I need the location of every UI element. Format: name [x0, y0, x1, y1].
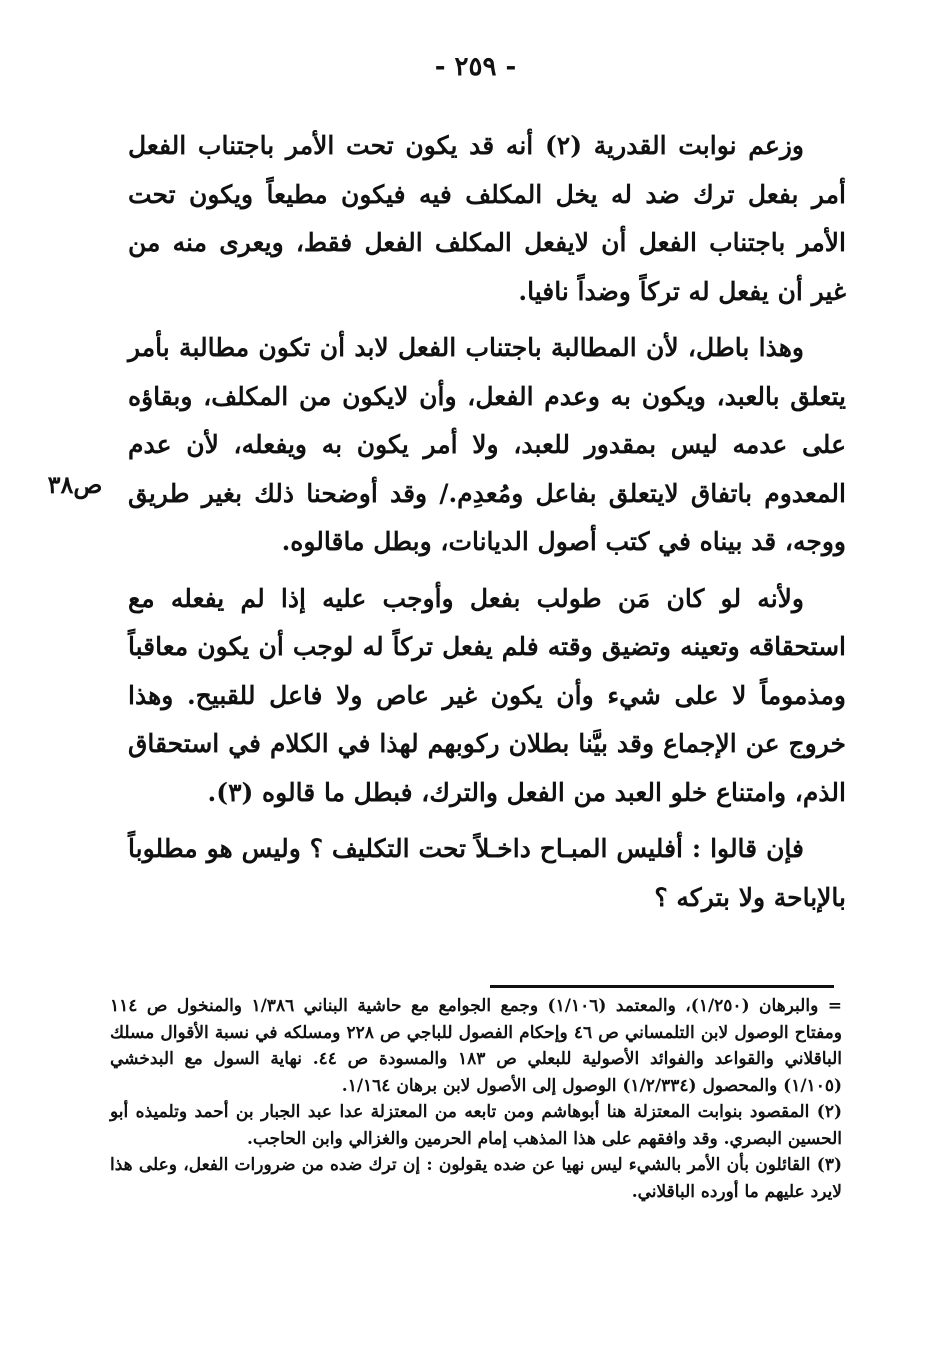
paragraph-3: ولأنه لو كان مَن طولب بفعل وأوجب عليه إذا لم يفعله مع استحقاقه وتعينه وتضيق وقته فلم يفعل تركاً له لوجب أن يكون معاقباً ومذموماً لا على شيء وأن يكون غير عاص ولا فاعل للقبيح. وهذا خروج عن الإجماع وقد بيَّنا بطلان ركوبهم لهذا في الكلام في استحقاق الذم، وامتناع خلو العبد من الفعل والترك، فبطل ما قالوه (٣).: [128, 583, 846, 807]
footnotes: [110, 993, 842, 1205]
paragraph-1: وزعم نوابت القدرية (٢) أنه قد يكون تحت الأمر باجتناب الفعل أمر بفعل ترك ضد له يخل المكلف فيه فيكون مطيعاً ويكون تحت الأمر باجتناب الفعل أن لايفعل المكلف الفعل فقط، ويعرى منه من غير أن يفعل له تركاً وضداً نافيا.: [128, 131, 846, 306]
margin-page-reference: ص٣٨: [47, 470, 103, 499]
page-number: - ٢٥٩ -: [434, 52, 517, 82]
footnote-divider: [490, 985, 834, 988]
footnote-2: (٢) المقصود بنوابت المعتزلة هنا أبوهاشم ومن تابعه من المعتزلة عدا عبد الجبار بن أحمد وتلميذه أبو الحسين البصري. وقد وافقهم على هذا المذهب إمام الحرمين والغزالي وابن الحاجب.: [110, 1102, 842, 1149]
footnote-3: (٣) القائلون بأن الأمر بالشيء ليس نهيا عن ضده يقولون : إن ترك ضده من ضرورات الفعل، وعلى هذا لايرد عليهم ما أورده الباقلاني.: [110, 1155, 842, 1202]
footnote-continuation: = والبرهان (١/٢٥٠)، والمعتمد (١/١٠٦) وجمع الجوامع مع حاشية البناني ١/٣٨٦ والمنخول ص ١١٤ ومفتاح الوصول لابن التلمساني ص ٤٦ وإحكام الفصول للباجي ص ٢٢٨ ومسلكه في نسبة الأقوال مسلك الباقلاني والقواعد والفوائد الأصولية للبعلي ص ١٨٣ والمسودة ص ٤٤. نهاية السول مع البدخشي (١/١٠٥) والمحصول (١/٢/٣٣٤) الوصول إلى الأصول لابن برهان ١/١٦٤.: [110, 996, 842, 1096]
main-text: [128, 122, 846, 922]
paragraph-2: وهذا باطل، لأن المطالبة باجتناب الفعل لابد أن تكون مطالبة بأمر يتعلق بالعبد، ويكون به وعدم الفعل، وأن لايكون من المكلف، وبقاؤه على عدمه ليس بمقدور للعبد، ولا أمر يكون به ويفعله، لأن عدم المعدوم باتفاق لايتعلق بفاعل ومُعدِم./ وقد أوضحنا ذلك بغير طريق ووجه، قد بيناه في كتب أصول الديانات، وبطل ماقالوه.: [128, 333, 846, 556]
paragraph-4: فإن قالوا : أفليس المبـاح داخـلاً تحت التكليف ؟ وليس هو مطلوباً بالإباحة ولا بتركه ؟: [128, 834, 846, 912]
